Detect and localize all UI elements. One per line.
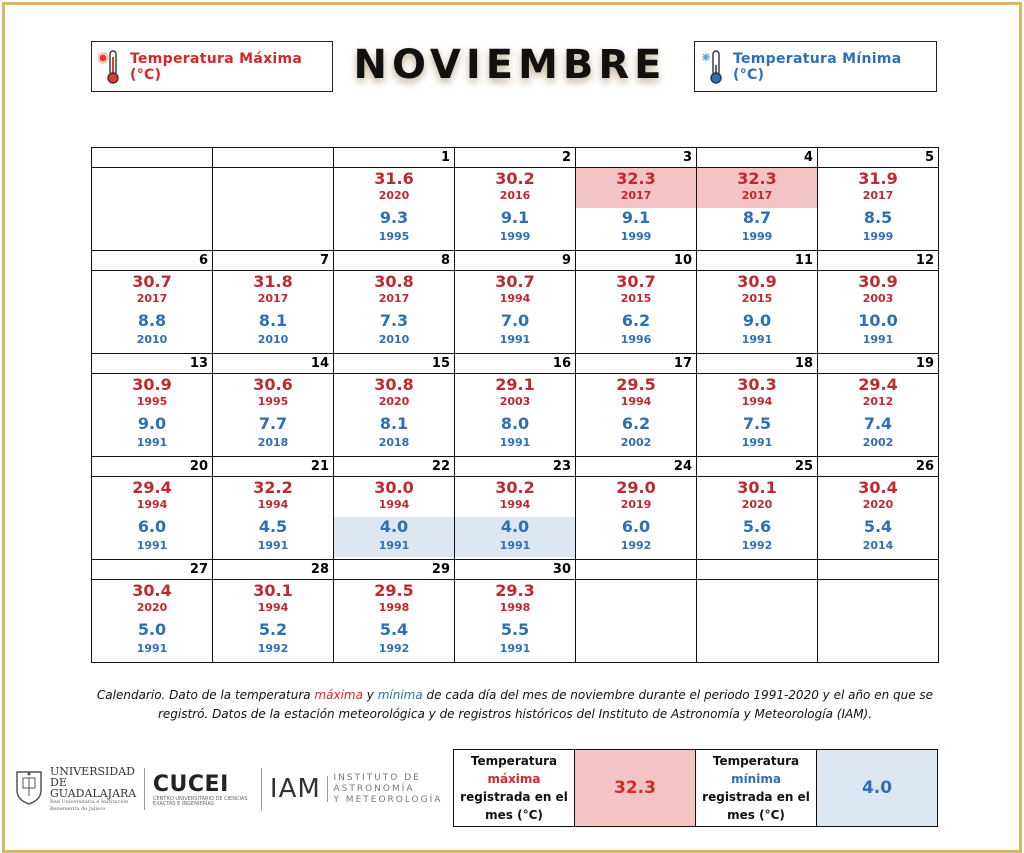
min-year: 1991 [499, 642, 531, 655]
day-values [697, 169, 817, 244]
max-temperature: 30.4 [132, 581, 172, 600]
min-year: 1999 [620, 230, 652, 243]
max-year: 2020 [741, 498, 773, 511]
min-temperature: 5.4 [379, 620, 409, 639]
day-cell [213, 580, 334, 663]
week-values-row [92, 580, 939, 663]
week-daynum-row [92, 560, 939, 580]
day-number: 2 [455, 148, 576, 168]
min-year: 2014 [862, 539, 894, 552]
day-cell [576, 168, 697, 251]
caption-and: y [362, 688, 378, 702]
week-values-row [92, 271, 939, 354]
min-year: 1999 [741, 230, 773, 243]
min-temperature: 9.3 [379, 208, 409, 227]
min-temperature: 4.5 [258, 517, 288, 536]
min-year: 1992 [378, 642, 410, 655]
min-temperature: 5.5 [500, 620, 530, 639]
day-number: 29 [334, 560, 455, 580]
week-daynum-row [92, 457, 939, 477]
min-year: 1992 [620, 539, 652, 552]
day-number: 4 [697, 148, 818, 168]
max-temperature: 29.3 [495, 581, 535, 600]
day-number: 10 [576, 251, 697, 271]
max-temperature: 31.8 [253, 272, 293, 291]
min-temperature: 7.7 [258, 414, 288, 433]
udg-logo-text [50, 766, 136, 813]
hot-thermometer-icon [98, 47, 124, 87]
max-temperature: 30.3 [737, 375, 777, 394]
day-number: 27 [92, 560, 213, 580]
day-values [92, 478, 212, 553]
min-year: 1991 [862, 333, 894, 346]
max-temperature: 29.5 [374, 581, 414, 600]
day-number: 3 [576, 148, 697, 168]
logo-divider [327, 776, 328, 802]
max-year: 2016 [499, 189, 531, 202]
min-year: 1991 [378, 539, 410, 552]
max-year: 2020 [862, 498, 894, 511]
max-temperature: 31.6 [374, 169, 414, 188]
min-temperature: 8.5 [863, 208, 893, 227]
max-temperature: 30.4 [858, 478, 898, 497]
min-year: 2010 [378, 333, 410, 346]
min-year: 2002 [862, 436, 894, 449]
max-year: 1994 [136, 498, 168, 511]
max-temperature: 30.1 [737, 478, 777, 497]
day-number: 6 [92, 251, 213, 271]
max-year: 2017 [257, 292, 289, 305]
caption-part1: Calendario. Dato de la temperatura [96, 688, 315, 702]
day-cell [818, 271, 939, 354]
day-cell [455, 168, 576, 251]
min-temperature: 6.2 [621, 414, 651, 433]
legend-max-label: Temperatura Máxima (°C) [130, 50, 303, 83]
min-year: 2010 [257, 333, 289, 346]
summary-max-label [454, 750, 575, 827]
summary-min-label-bottom: registrada en el mes (°C) [702, 790, 810, 822]
max-temperature: 32.2 [253, 478, 293, 497]
day-values [334, 478, 454, 553]
month-title: NOVIEMBRE [353, 42, 667, 88]
max-temperature: 30.2 [495, 478, 535, 497]
logo-divider [261, 768, 262, 810]
day-number: 7 [213, 251, 334, 271]
day-cell [213, 271, 334, 354]
min-temperature: 9.1 [621, 208, 651, 227]
day-cell [455, 374, 576, 457]
max-year: 1994 [378, 498, 410, 511]
min-temperature: 7.3 [379, 311, 409, 330]
min-year: 1995 [378, 230, 410, 243]
max-temperature: 30.9 [132, 375, 172, 394]
min-year: 2002 [620, 436, 652, 449]
day-cell [818, 374, 939, 457]
max-year: 1994 [257, 498, 289, 511]
week-values-row [92, 374, 939, 457]
calendar-grid [91, 147, 939, 663]
max-year: 2020 [136, 601, 168, 614]
day-values [697, 375, 817, 450]
min-year: 1992 [257, 642, 289, 655]
iam-sub-line1: INSTITUTO DE ASTRONOMÍA [333, 772, 421, 794]
week-values-row [92, 168, 939, 251]
day-number: 26 [818, 457, 939, 477]
week-daynum-row [92, 148, 939, 168]
day-cell [92, 374, 213, 457]
day-number: 18 [697, 354, 818, 374]
day-cell [818, 477, 939, 560]
day-values [334, 169, 454, 244]
day-number [213, 148, 334, 168]
min-year: 1991 [499, 539, 531, 552]
day-values [213, 375, 333, 450]
day-values [334, 272, 454, 347]
day-values [455, 478, 575, 553]
day-values [455, 272, 575, 347]
day-values [818, 169, 938, 244]
max-year: 2003 [499, 395, 531, 408]
max-temperature: 30.2 [495, 169, 535, 188]
day-number [576, 560, 697, 580]
day-number: 20 [92, 457, 213, 477]
day-values [455, 581, 575, 656]
day-values [92, 272, 212, 347]
day-number: 17 [576, 354, 697, 374]
min-year: 1991 [136, 642, 168, 655]
week-daynum-row [92, 251, 939, 271]
day-number [697, 560, 818, 580]
day-cell [92, 580, 213, 663]
min-temperature: 9.0 [137, 414, 167, 433]
day-values [92, 375, 212, 450]
max-temperature: 31.9 [858, 169, 898, 188]
min-temperature: 7.5 [742, 414, 772, 433]
day-cell [92, 477, 213, 560]
day-cell [697, 168, 818, 251]
max-year: 1994 [499, 292, 531, 305]
day-number: 30 [455, 560, 576, 580]
max-year: 1994 [499, 498, 531, 511]
min-temperature: 8.0 [500, 414, 530, 433]
max-year: 2020 [378, 395, 410, 408]
week-values-row [92, 477, 939, 560]
max-year: 1994 [741, 395, 773, 408]
day-values [92, 581, 212, 656]
day-values [818, 478, 938, 553]
udg-line2: GUADALAJARA [50, 786, 137, 800]
max-temperature: 30.7 [616, 272, 656, 291]
day-number: 24 [576, 457, 697, 477]
min-year: 1991 [741, 436, 773, 449]
day-cell [455, 477, 576, 560]
max-temperature: 30.9 [858, 272, 898, 291]
iam-logo-text: IAM [269, 774, 321, 804]
max-year: 2015 [741, 292, 773, 305]
cucei-subtitle: CENTRO UNIVERSITARIO DE CIENCIAS EXACTAS E INGENIERÍAS [152, 795, 248, 807]
min-temperature: 7.0 [500, 311, 530, 330]
day-number: 14 [213, 354, 334, 374]
min-temperature: 9.1 [500, 208, 530, 227]
caption-max-word: máxima [314, 688, 363, 702]
logo-divider [144, 768, 145, 810]
iam-sub-line2: Y METEOROLOGÍA [333, 794, 443, 805]
day-number: 16 [455, 354, 576, 374]
max-temperature: 30.6 [253, 375, 293, 394]
day-number: 23 [455, 457, 576, 477]
day-number [818, 560, 939, 580]
max-year: 2017 [862, 189, 894, 202]
max-temperature: 29.4 [858, 375, 898, 394]
day-values [697, 478, 817, 553]
cucei-text: CUCEI [152, 771, 229, 797]
day-number: 9 [455, 251, 576, 271]
min-year: 1996 [620, 333, 652, 346]
day-cell [334, 271, 455, 354]
min-temperature: 8.7 [742, 208, 772, 227]
min-temperature: 7.4 [863, 414, 893, 433]
day-cell [213, 477, 334, 560]
week-daynum-row [92, 354, 939, 374]
day-cell [213, 168, 334, 251]
min-year: 1999 [862, 230, 894, 243]
max-year: 1998 [499, 601, 531, 614]
day-values [213, 272, 333, 347]
day-values [576, 169, 696, 244]
day-cell [334, 477, 455, 560]
day-cell [576, 580, 697, 663]
min-temperature: 5.4 [863, 517, 893, 536]
max-temperature: 29.1 [495, 375, 535, 394]
max-year: 2017 [378, 292, 410, 305]
min-temperature: 5.6 [742, 517, 772, 536]
max-year: 2017 [741, 189, 773, 202]
summary-max-label-bottom: registrada en el mes (°C) [460, 790, 568, 822]
institution-logos [14, 764, 444, 814]
max-year: 2017 [136, 292, 168, 305]
day-values [213, 478, 333, 553]
min-year: 2018 [257, 436, 289, 449]
min-year: 1991 [499, 333, 531, 346]
day-cell [576, 477, 697, 560]
max-temperature: 30.8 [374, 272, 414, 291]
summary-min-label-top: Temperatura [712, 754, 800, 768]
legend-min-temperature [694, 41, 937, 92]
day-number: 1 [334, 148, 455, 168]
day-cell [697, 580, 818, 663]
max-year: 2020 [378, 189, 410, 202]
day-cell [334, 374, 455, 457]
max-temperature: 29.0 [616, 478, 656, 497]
day-number: 19 [818, 354, 939, 374]
min-temperature: 5.0 [137, 620, 167, 639]
max-year: 2019 [620, 498, 652, 511]
day-number: 8 [334, 251, 455, 271]
max-year: 2003 [862, 292, 894, 305]
cold-thermometer-icon [701, 47, 727, 87]
day-values [697, 272, 817, 347]
max-year: 2017 [620, 189, 652, 202]
day-values [576, 272, 696, 347]
calendar-caption [95, 686, 935, 724]
legend-min-label: Temperatura Mínima (°C) [733, 50, 902, 83]
day-cell [213, 374, 334, 457]
day-number: 22 [334, 457, 455, 477]
max-temperature: 30.7 [495, 272, 535, 291]
max-temperature: 30.1 [253, 581, 293, 600]
day-cell [455, 580, 576, 663]
min-temperature: 4.0 [379, 517, 409, 536]
day-number: 28 [213, 560, 334, 580]
day-cell [334, 580, 455, 663]
min-year: 1992 [741, 539, 773, 552]
day-values [576, 375, 696, 450]
min-year: 1991 [136, 539, 168, 552]
max-temperature: 30.9 [737, 272, 777, 291]
max-year: 1995 [136, 395, 168, 408]
day-cell [92, 271, 213, 354]
day-cell [818, 168, 939, 251]
day-values [455, 169, 575, 244]
day-cell [92, 168, 213, 251]
summary-max-label-top: Temperatura [470, 754, 558, 768]
summary-max-value: 32.3 [575, 750, 696, 827]
min-temperature: 9.0 [742, 311, 772, 330]
caption-min-word: mínima [377, 688, 423, 702]
min-year: 1999 [499, 230, 531, 243]
max-temperature: 29.5 [616, 375, 656, 394]
min-year: 1991 [257, 539, 289, 552]
day-number [92, 148, 213, 168]
day-values [818, 375, 938, 450]
day-number: 21 [213, 457, 334, 477]
max-year: 1995 [257, 395, 289, 408]
min-temperature: 8.8 [137, 311, 167, 330]
min-temperature: 6.0 [621, 517, 651, 536]
max-temperature: 30.8 [374, 375, 414, 394]
summary-min-label-word: mínima [731, 772, 781, 786]
day-number: 5 [818, 148, 939, 168]
cucei-logo [153, 772, 253, 807]
day-values [213, 581, 333, 656]
day-number: 12 [818, 251, 939, 271]
day-values [576, 478, 696, 553]
max-year: 1998 [378, 601, 410, 614]
day-values [818, 272, 938, 347]
min-year: 2010 [136, 333, 168, 346]
day-cell [576, 271, 697, 354]
day-values [334, 375, 454, 450]
min-temperature: 8.1 [258, 311, 288, 330]
max-year: 1994 [620, 395, 652, 408]
day-number: 13 [92, 354, 213, 374]
udg-seal-icon [14, 768, 44, 810]
min-temperature: 6.2 [621, 311, 651, 330]
legend-max-temperature [91, 41, 333, 92]
iam-subtitle [333, 773, 444, 806]
monthly-summary [453, 749, 938, 827]
min-year: 1991 [499, 436, 531, 449]
summary-min-label [696, 750, 817, 827]
day-number: 11 [697, 251, 818, 271]
day-cell [697, 374, 818, 457]
min-temperature: 6.0 [137, 517, 167, 536]
summary-max-label-word: máxima [487, 772, 541, 786]
day-cell [576, 374, 697, 457]
day-cell [455, 271, 576, 354]
max-year: 2012 [862, 395, 894, 408]
max-temperature: 32.3 [616, 169, 656, 188]
min-temperature: 10.0 [858, 311, 898, 330]
min-year: 1991 [741, 333, 773, 346]
min-temperature: 4.0 [500, 517, 530, 536]
day-cell [334, 168, 455, 251]
day-number: 15 [334, 354, 455, 374]
max-temperature: 30.0 [374, 478, 414, 497]
max-year: 2015 [620, 292, 652, 305]
day-values [334, 581, 454, 656]
min-temperature: 5.2 [258, 620, 288, 639]
min-year: 1991 [136, 436, 168, 449]
max-temperature: 32.3 [737, 169, 777, 188]
udg-subtitle: Red Universitaria e Institución Benemérita de Jalisco [50, 798, 129, 812]
udg-line1: UNIVERSIDAD DE [50, 764, 135, 789]
caption-part2: de cada día del mes de noviembre durante el periodo 1991-2020 y el año en que se registró. Datos de la estación meteorológica y de registros históricos del Instituto de Astronomía y Meteorología (IAM). [157, 688, 934, 721]
max-temperature: 30.7 [132, 272, 172, 291]
summary-min-value: 4.0 [817, 750, 938, 827]
min-temperature: 8.1 [379, 414, 409, 433]
min-year: 2018 [378, 436, 410, 449]
max-temperature: 29.4 [132, 478, 172, 497]
max-year: 1994 [257, 601, 289, 614]
day-number: 25 [697, 457, 818, 477]
day-cell [697, 271, 818, 354]
day-values [455, 375, 575, 450]
day-cell [697, 477, 818, 560]
day-cell [818, 580, 939, 663]
